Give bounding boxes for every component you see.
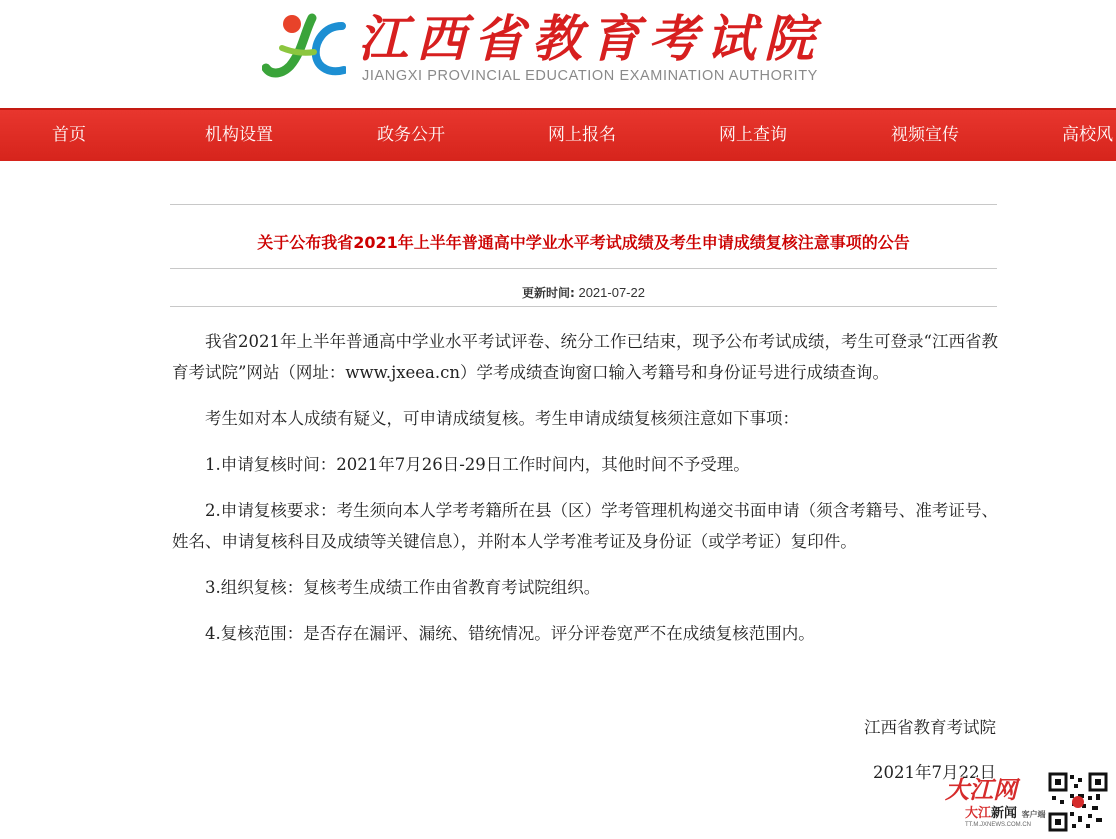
site-header — [0, 0, 1116, 108]
article-paragraph: 2.申请复核要求：考生须向本人学考考籍所在县（区）学考管理机构递交书面申请（须含考籍号、准考证号、姓名、申请复核科目及成绩等关键信息），并附本人学考准考证及身份证（或学考证）复印件。 — [172, 501, 998, 551]
qr-code-icon — [1048, 772, 1108, 832]
nav-item-universities[interactable]: 高校风 — [1062, 125, 1113, 145]
article-top-divider — [170, 204, 997, 205]
nav-item-video[interactable]: 视频宣传 — [891, 125, 959, 145]
article-paragraph: 考生如对本人成绩有疑义，可申请成绩复核。考生申请成绩复核须注意如下事项： — [205, 409, 799, 428]
app-label: 客户端 — [1021, 810, 1046, 819]
news-suffix: 新闻 — [991, 806, 1018, 821]
article-date: 2021年7月22日 — [873, 763, 996, 782]
updated-label: 更新时间: — [522, 286, 575, 300]
dajiang-news-label — [965, 802, 1046, 821]
news-prefix: 大江 — [965, 806, 992, 821]
dajiang-url: TT.M.JXNEWS.COM.CN — [965, 822, 1031, 828]
nav-item-government-affairs[interactable]: 政务公开 — [377, 125, 445, 145]
article-signature: 江西省教育考试院 — [864, 718, 996, 737]
article-paragraph: 4.复核范围：是否存在漏评、漏统、错统情况。评分评卷宽严不在成绩复核范围内。 — [205, 624, 815, 643]
article-body — [172, 326, 998, 664]
article-title-divider — [170, 268, 997, 269]
dajiang-watermark-logo: 大江网 — [945, 776, 1017, 804]
updated-value: 2021-07-22 — [578, 285, 645, 300]
article-updated-time — [170, 284, 997, 301]
site-logo-title[interactable]: 江西省教育考试院 — [358, 9, 822, 68]
site-logo-subtitle: JIANGXI PROVINCIAL EDUCATION EXAMINATION AUTHORITY — [362, 68, 818, 84]
article-paragraph: 3.组织复核：复核考生成绩工作由省教育考试院组织。 — [205, 578, 601, 597]
jiangxi-logo-icon[interactable] — [262, 12, 346, 82]
article-paragraph: 1.申请复核时间：2021年7月26日-29日工作时间内，其他时间不予受理。 — [205, 455, 750, 474]
nav-item-online-query[interactable]: 网上查询 — [719, 125, 787, 145]
article-meta-divider — [170, 306, 997, 307]
nav-item-home[interactable]: 首页 — [52, 125, 86, 145]
article-paragraph: 我省2021年上半年普通高中学业水平考试评卷、统分工作已结束，现予公布考试成绩，考生可登录“江西省教育考试院”网站（网址：www.jxeea.cn）学考成绩查询窗口输入考籍号和身份证号进行成绩查询。 — [172, 332, 998, 382]
nav-item-online-registration[interactable]: 网上报名 — [548, 125, 616, 145]
nav-item-organization[interactable]: 机构设置 — [205, 125, 273, 145]
main-nav — [0, 108, 1116, 161]
article-title: 关于公布我省2021年上半年普通高中学业水平考试成绩及考生申请成绩复核注意事项的公告 — [257, 233, 910, 252]
